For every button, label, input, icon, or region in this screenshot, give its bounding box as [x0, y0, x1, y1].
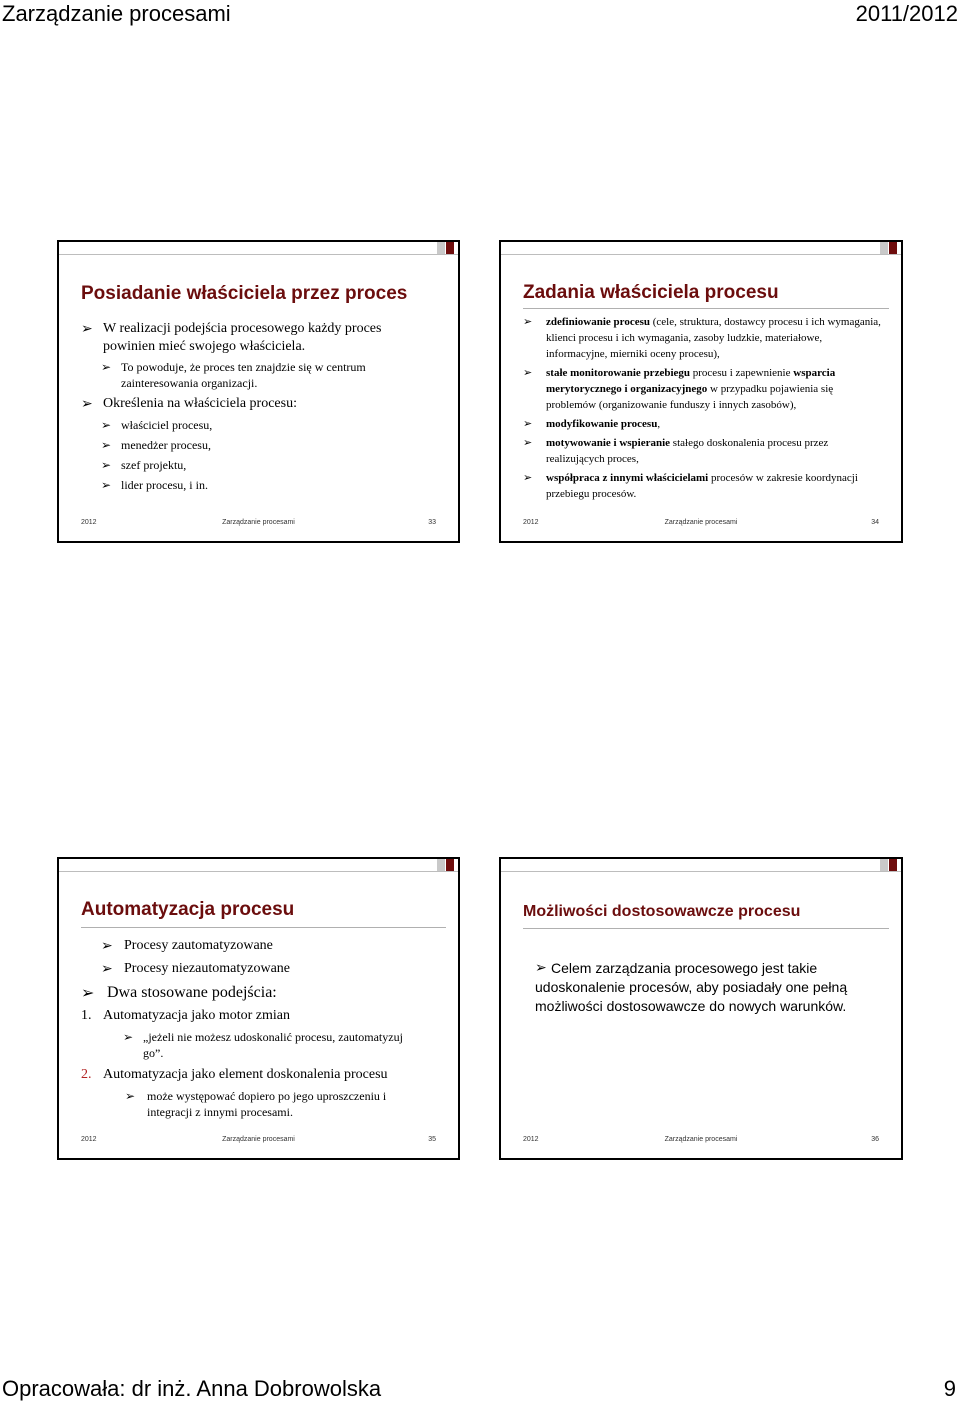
slide-33 — [57, 240, 460, 543]
slide-footer-course: Zarządzanie procesami — [222, 519, 295, 526]
arrow-bullet-icon: ➢ — [101, 418, 112, 432]
arrow-bullet-icon: ➢ — [523, 471, 533, 484]
slide-35 — [57, 857, 460, 1160]
list-item: ➢ zdefiniowanie procesu (cele, struktura, dostawcy procesu i ich wymagania, klienci procesu i ich wymagania, zasoby ludzkie, materiałowe, informacyjne, mierniki oceny procesu), — [523, 315, 881, 360]
slide-title: Możliwości dostosowawcze procesu — [523, 903, 801, 920]
arrow-bullet-icon: ➢ — [101, 938, 113, 954]
list-item: ➢ współpraca z innymi właścicielami procesów w zakresie koordynacji przebiegu procesów. — [523, 471, 858, 500]
slide-footer-year: 2012 — [523, 519, 539, 526]
slide-title: Posiadanie właściciela przez proces — [81, 283, 408, 304]
slide-number: 34 — [871, 519, 879, 526]
list-item: ➢ „jeżeli nie możesz udoskonalić procesu, zautomatyzuj go”. — [123, 1030, 403, 1060]
arrow-bullet-icon: ➢ — [81, 321, 93, 337]
slide-number: 35 — [428, 1136, 436, 1143]
list-item: ➢ modyfikowanie procesu, — [523, 417, 661, 430]
slide-content — [81, 937, 421, 1120]
list-item: ➢ lider procesu, i in. — [101, 478, 208, 492]
slide-footer-course: Zarządzanie procesami — [222, 1136, 295, 1143]
slide-36 — [499, 857, 903, 1160]
item-number: 2. — [81, 1067, 92, 1082]
slide-footer-year: 2012 — [81, 1136, 97, 1143]
title-divider — [523, 308, 889, 309]
slide-number: 33 — [428, 519, 436, 526]
document-title: Zarządzanie procesami — [2, 1, 231, 26]
slide-top-bar — [501, 242, 901, 255]
slide-top-bar — [501, 859, 901, 872]
list-item: ➢ może występować dopiero po jego uproszczeniu i integracji z innymi procesami. — [125, 1089, 387, 1119]
author-credit: Opracowała: dr inż. Anna Dobrowolska — [2, 1376, 382, 1401]
slide-content — [81, 320, 421, 493]
slide-footer-year: 2012 — [81, 519, 97, 526]
slide-number: 36 — [871, 1136, 879, 1143]
slide-top-bar — [59, 859, 458, 872]
slide-title: Automatyzacja procesu — [81, 899, 295, 920]
arrow-bullet-icon: ➢ — [101, 360, 112, 374]
item-number: 1. — [81, 1008, 92, 1023]
list-item: ➢ Dwa stosowane podejścia: — [81, 983, 277, 1002]
list-item: ➢ To powoduje, że proces ten znajdzie się w centrum zainteresowania organizacji. — [101, 360, 366, 390]
list-item: 2. Automatyzacja jako element doskonalenia procesu — [81, 1067, 388, 1082]
slide-content — [523, 314, 883, 502]
arrow-bullet-icon: ➢ — [81, 396, 93, 412]
slide-title: Zadania właściciela procesu — [523, 282, 779, 303]
arrow-bullet-icon: ➢ — [523, 315, 533, 328]
arrow-bullet-icon: ➢ — [535, 960, 547, 976]
slide-footer-year: 2012 — [523, 1136, 539, 1143]
arrow-bullet-icon: ➢ — [125, 1089, 136, 1103]
slide-footer-course: Zarządzanie procesami — [664, 1136, 738, 1143]
list-item: ➢ stałe monitorowanie przebiegu procesu i zapewnienie wsparcia merytorycznego i organizacyjnego w przypadku pojawienia się problemów (organizowanie funduszy i innych zasobów), — [523, 366, 836, 411]
list-item: ➢ szef projektu, — [101, 458, 187, 472]
arrow-bullet-icon: ➢ — [523, 417, 533, 430]
slide-top-bar — [59, 242, 458, 255]
slide-footer-course: Zarządzanie procesami — [664, 519, 738, 526]
arrow-bullet-icon: ➢ — [101, 961, 113, 977]
list-item: ➢ Procesy zautomatyzowane — [101, 938, 273, 954]
page-header — [0, 0, 960, 28]
title-divider — [523, 928, 889, 929]
list-item: ➢ motywowanie i wspieranie stałego doskonalenia procesu przez realizujących proces, — [523, 436, 829, 465]
slide-34 — [499, 240, 903, 543]
page-number: 9 — [943, 1376, 956, 1401]
list-item: ➢ W realizacji podejścia procesowego każdy proces powinien mieć swojego właściciela. — [81, 321, 382, 354]
list-item: ➢ Celem zarządzania procesowego jest takie udoskonalenie procesów, aby posiadały one pełną możliwości dostosowawcze do nowych warunków. — [535, 960, 848, 1014]
academic-year: 2011/2012 — [855, 1, 958, 26]
arrow-bullet-icon: ➢ — [81, 983, 95, 1002]
list-item: ➢ menedżer procesu, — [101, 438, 211, 452]
arrow-bullet-icon: ➢ — [101, 438, 112, 452]
list-item: 1. Automatyzacja jako motor zmian — [81, 1008, 290, 1023]
page-footer — [0, 1374, 960, 1403]
arrow-bullet-icon: ➢ — [123, 1030, 134, 1044]
list-item: ➢ właściciel procesu, — [101, 418, 213, 432]
title-divider — [81, 927, 446, 928]
arrow-bullet-icon: ➢ — [101, 458, 112, 472]
arrow-bullet-icon: ➢ — [523, 366, 533, 379]
list-item: ➢ Określenia na właściciela procesu: — [81, 396, 297, 412]
slide-content — [535, 959, 865, 1016]
arrow-bullet-icon: ➢ — [523, 436, 533, 449]
arrow-bullet-icon: ➢ — [101, 478, 112, 492]
list-item: ➢ Procesy niezautomatyzowane — [101, 961, 290, 977]
